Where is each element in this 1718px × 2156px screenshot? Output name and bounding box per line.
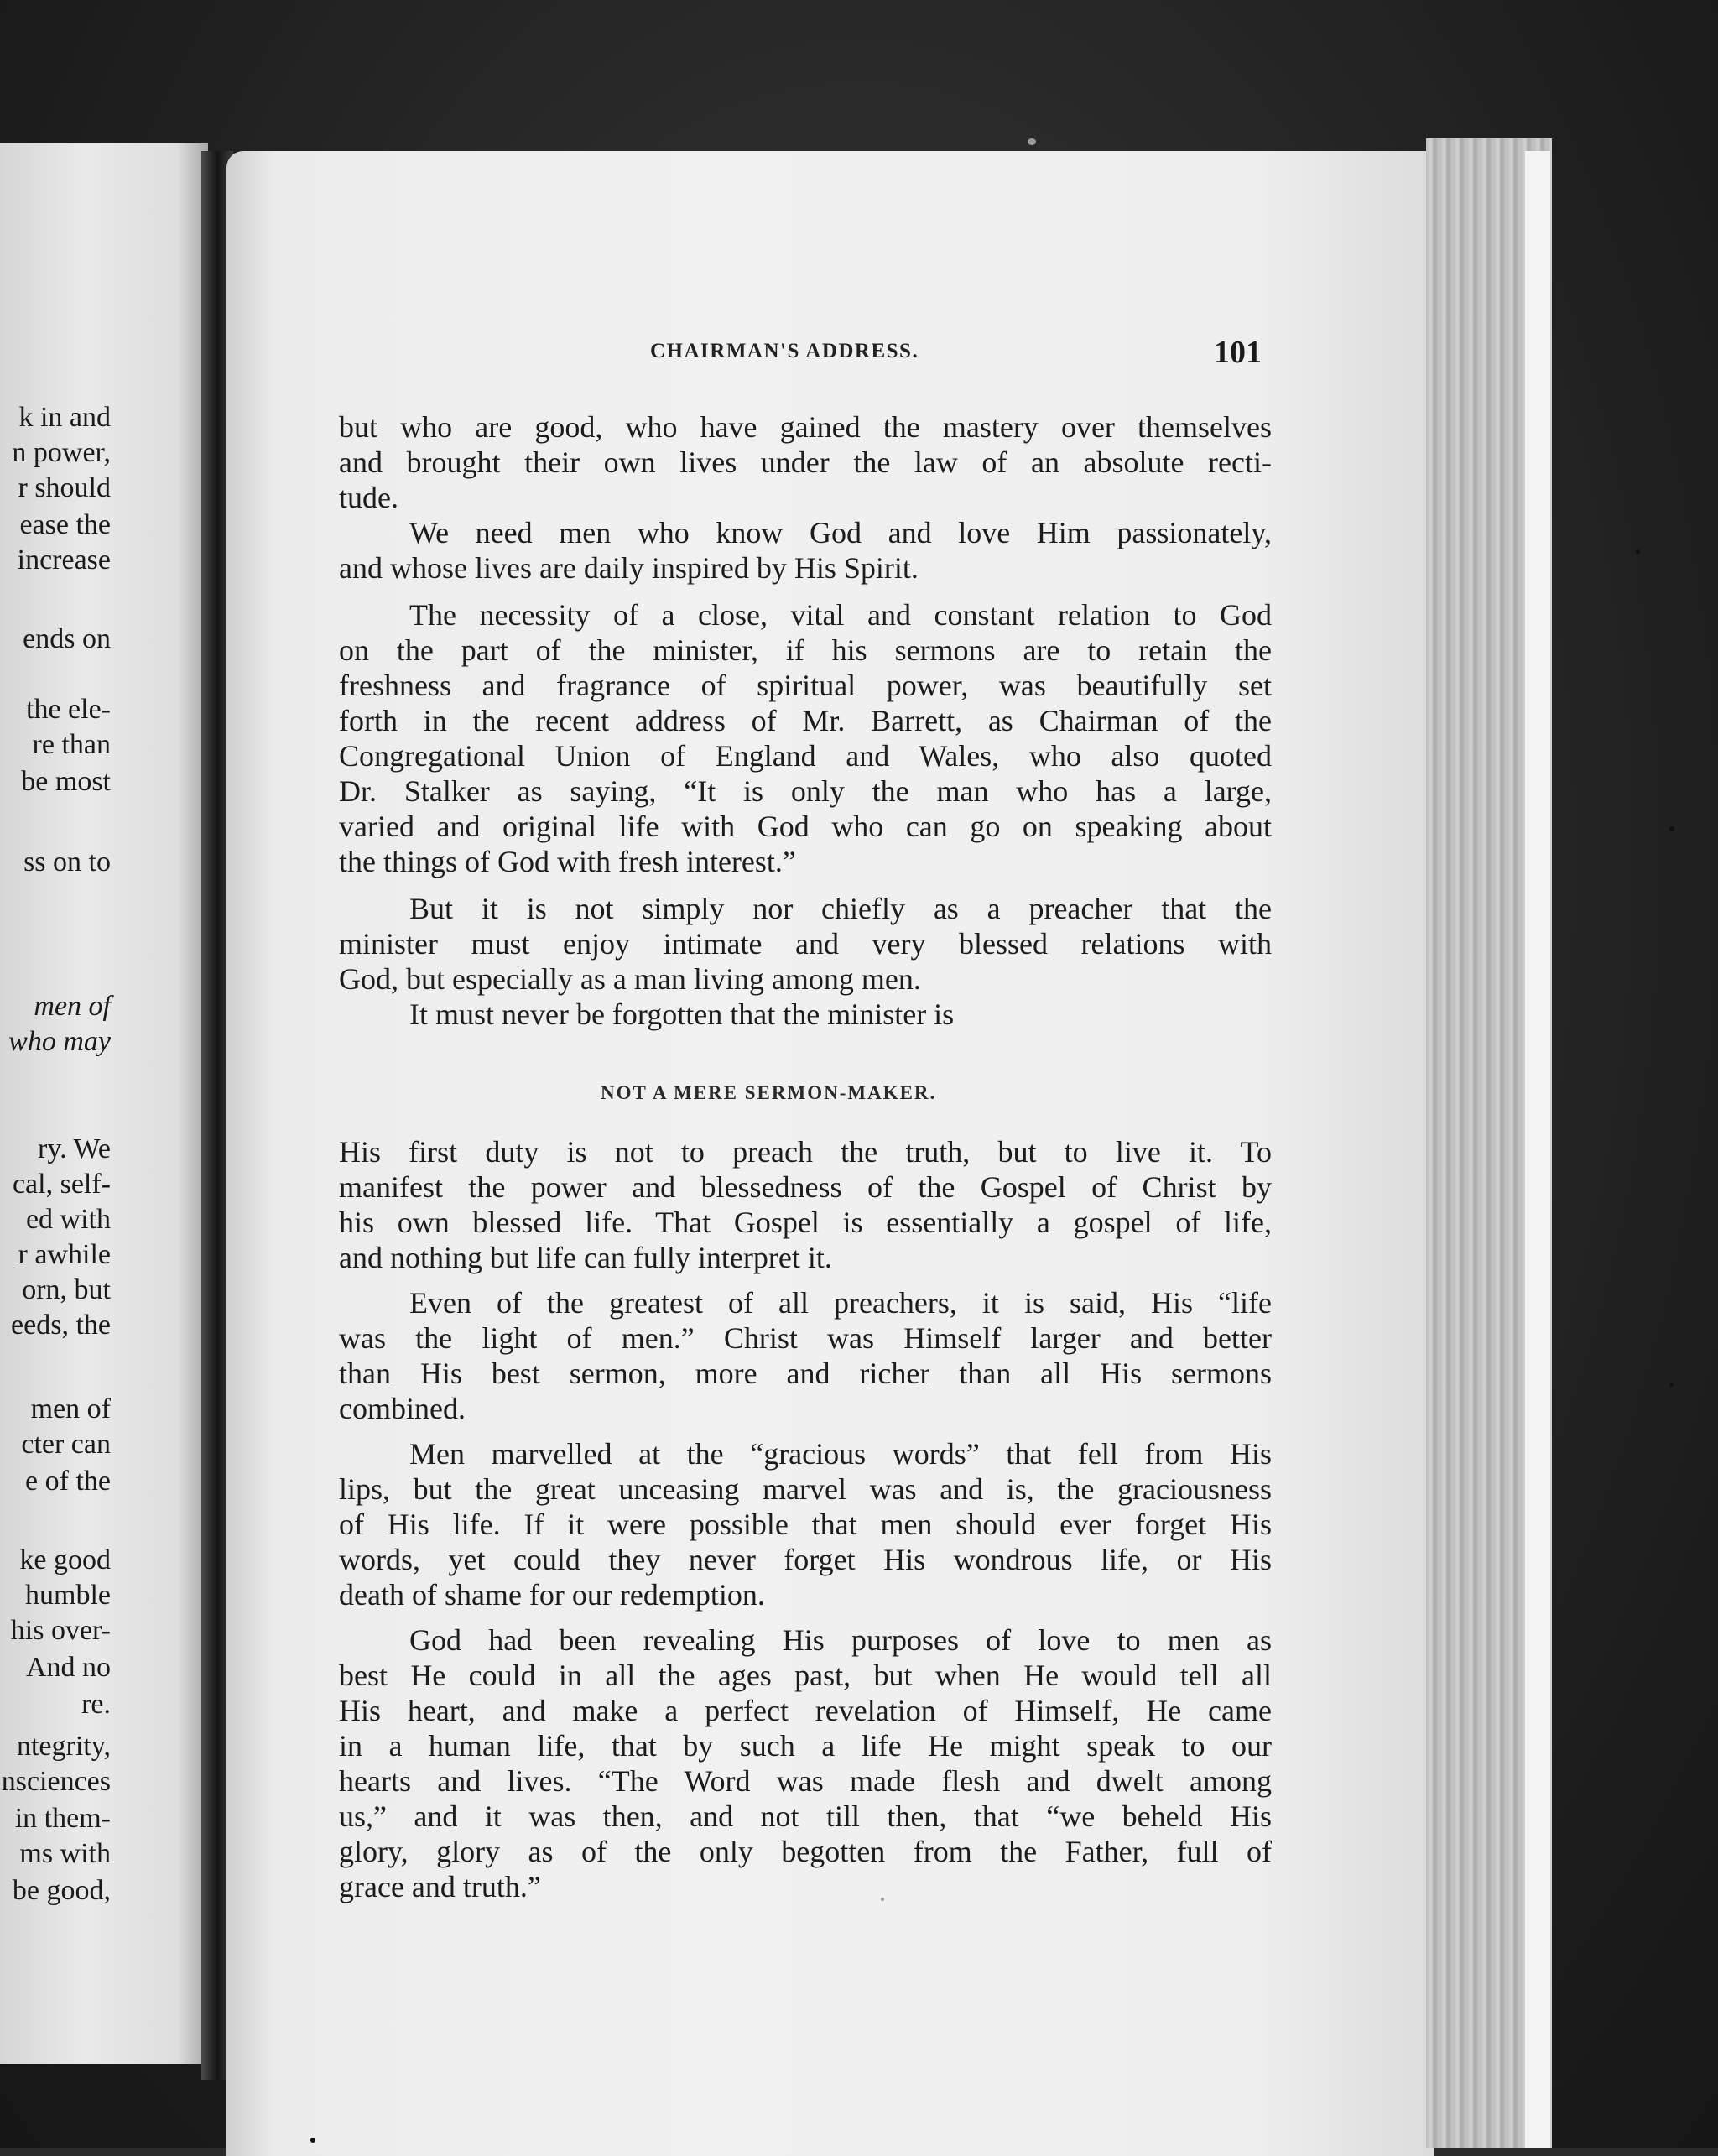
body-text-line: freshness and fragrance of spiritual power, was beautifully set — [339, 669, 1272, 702]
body-text-line: God had been revealing His purposes of love to men as — [409, 1623, 1272, 1657]
body-text-line: on the part of the minister, if his sermons are to retain the — [339, 633, 1272, 667]
scan-speck — [1669, 1383, 1674, 1387]
body-text-line: hearts and lives. “The Word was made flesh and dwelt among — [339, 1764, 1272, 1798]
body-text-line: than His best sermon, more and richer than all His sermons — [339, 1357, 1272, 1390]
body-text-line: But it is not simply nor chiefly as a preacher that the — [409, 892, 1272, 925]
page-number: 101 — [1214, 335, 1262, 370]
body-text-line: but who are good, who have gained the mastery over themselves — [339, 410, 1272, 444]
body-text-line: lips, but the great unceasing marvel was and is, the graciousness — [339, 1472, 1272, 1506]
scan-speck — [1028, 138, 1036, 145]
body-text-line: We need men who know God and love Him passionately, — [409, 516, 1272, 549]
body-text-line: The necessity of a close, vital and constant relation to God — [409, 598, 1272, 632]
body-text-line: and brought their own lives under the law of an absolute recti- — [339, 445, 1272, 479]
body-text-line: minister must enjoy intimate and very blessed relations with — [339, 927, 1272, 961]
body-text-line: his own blessed life. That Gospel is essentially a gospel of life, — [339, 1206, 1272, 1239]
left-page-line: orn, but — [22, 1274, 111, 1305]
body-text-line: best He could in all the ages past, but when He would tell all — [339, 1659, 1272, 1692]
running-head: CHAIRMAN'S ADDRESS. — [650, 340, 919, 362]
body-text-line: varied and original life with God who can go on speaking about — [339, 810, 1272, 843]
left-page-line: men of — [34, 991, 111, 1022]
left-page-line: e of the — [25, 1466, 111, 1497]
body-text-line: glory, glory as of the only begotten from the Father, full of — [339, 1835, 1272, 1868]
scan-speck — [1669, 826, 1674, 831]
body-text-line: and whose lives are daily inspired by His Spirit. — [339, 551, 919, 585]
body-text-line: of His life. If it were possible that men should ever forget His — [339, 1508, 1272, 1541]
body-text-line: It must never be forgotten that the minister is — [409, 997, 955, 1031]
left-page-line: increase — [17, 544, 111, 575]
body-text-line: God, but especially as a man living among men. — [339, 962, 921, 996]
body-text-line: grace and truth.” — [339, 1870, 541, 1903]
left-page-line: ed with — [25, 1204, 111, 1235]
page-edge-white — [1525, 151, 1550, 2148]
scan-speck — [881, 1898, 884, 1901]
body-text-line: words, yet could they never forget His wondrous life, or His — [339, 1543, 1272, 1576]
scan-speck — [1636, 549, 1640, 554]
body-text-line: and nothing but life can fully interpret it. — [339, 1241, 832, 1274]
left-page — [0, 143, 208, 2064]
body-text-line: His first duty is not to preach the truth, but to live it. To — [339, 1135, 1272, 1169]
left-page-line: humble — [25, 1580, 111, 1611]
body-text-line: us,” and it was then, and not till then, that “we beheld His — [339, 1799, 1272, 1833]
left-page-line: And no — [25, 1652, 111, 1683]
left-page-line: re. — [81, 1689, 111, 1720]
body-text-line: His heart, and make a perfect revelation of Himself, He came — [339, 1694, 1272, 1727]
body-text-line: the things of God with fresh interest.” — [339, 845, 796, 878]
left-page-line: his over- — [10, 1615, 111, 1646]
body-text-line: Congregational Union of England and Wales, who also quoted — [339, 739, 1272, 773]
body-text-line: death of shame for our redemption. — [339, 1578, 765, 1612]
left-page-line: be most — [21, 766, 111, 797]
left-page-line: ss on to — [23, 846, 111, 878]
left-page-line: in them- — [14, 1803, 111, 1834]
left-page-line: ms with — [19, 1838, 111, 1869]
body-text-line: in a human life, that by such a life He might speak to our — [339, 1729, 1272, 1763]
left-page-line: ease the — [19, 509, 111, 540]
body-text-line: was the light of men.” Christ was Himself larger and better — [339, 1321, 1272, 1355]
left-page-line: r awhile — [18, 1239, 111, 1270]
body-text-line: Men marvelled at the “gracious words” that fell from His — [409, 1437, 1272, 1471]
left-page-line: ends on — [23, 623, 111, 654]
body-text-line: Even of the greatest of all preachers, it is said, His “life — [409, 1286, 1272, 1320]
body-text-line: combined. — [339, 1392, 466, 1425]
left-page-line: eeds, the — [11, 1310, 111, 1341]
body-text-line: Dr. Stalker as saying, “It is only the man who has a large, — [339, 774, 1272, 808]
body-text-line: forth in the recent address of Mr. Barrett, as Chairman of the — [339, 704, 1272, 737]
left-page-line: ke good — [19, 1544, 111, 1575]
body-text-line: tude. — [339, 481, 398, 514]
left-page-line: ry. We — [38, 1133, 111, 1164]
left-page-line: cal, self- — [12, 1169, 111, 1200]
scan-speck — [310, 2138, 315, 2143]
left-page-line: who may — [8, 1026, 111, 1057]
left-page-line: n power, — [12, 437, 111, 468]
left-page-line: men of — [30, 1393, 111, 1424]
left-page-line: k in and — [18, 402, 111, 433]
left-page-line: nsciences — [1, 1766, 111, 1797]
left-page-line: r should — [18, 472, 111, 503]
left-page-line: the ele- — [26, 694, 111, 725]
left-page-line: be good, — [12, 1875, 111, 1906]
left-page-line: ntegrity, — [16, 1731, 111, 1762]
left-page-line: cter can — [21, 1429, 111, 1460]
body-text-line: manifest the power and blessedness of the Gospel of Christ by — [339, 1170, 1272, 1204]
section-heading: NOT A MERE SERMON-MAKER. — [601, 1082, 937, 1103]
left-page-line: re than — [32, 729, 111, 760]
